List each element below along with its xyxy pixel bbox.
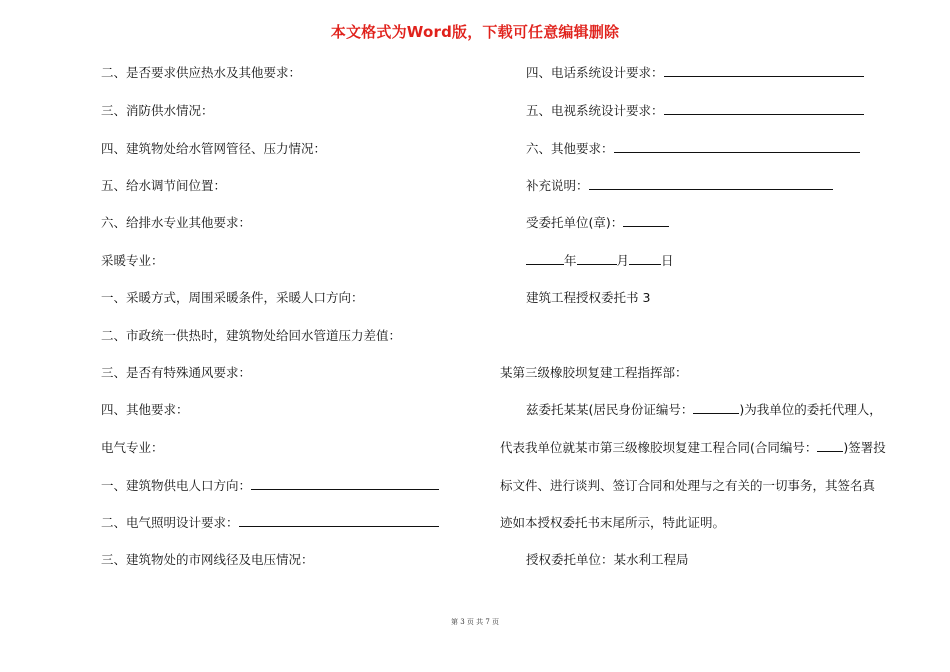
authorizing-unit-line: 授权委托单位：某水利工程局 bbox=[526, 552, 689, 567]
ventilation-line: 三、是否有特殊通风要求： bbox=[101, 365, 252, 380]
year-blank bbox=[526, 250, 564, 265]
month-label: 月 bbox=[616, 253, 630, 268]
water-regulation-line: 五、给水调节间位置： bbox=[101, 178, 227, 193]
lighting-design-blank bbox=[239, 512, 439, 527]
heating-method-line: 一、采暖方式，周围采暖条件，采暖人口方向： bbox=[101, 290, 364, 305]
body1-text-b: )为我单位的委托代理人， bbox=[739, 402, 882, 417]
body2-text-a: 代表我单位就某市第三级橡胶坝复建工程合同(合同编号： bbox=[500, 440, 818, 455]
heating-other-line: 四、其他要求： bbox=[101, 402, 189, 417]
year-label: 年 bbox=[564, 253, 577, 268]
electrical-other-line bbox=[526, 138, 860, 160]
fire-water-line: 三、消防供水情况： bbox=[101, 103, 214, 118]
month-blank bbox=[577, 250, 617, 265]
lighting-design-line bbox=[101, 512, 439, 534]
entrusted-unit-blank bbox=[623, 212, 669, 227]
body-paragraph-line-4: 迹如本授权委托书末尾所示，特此证明。 bbox=[500, 515, 726, 530]
body1-text-a: 兹委托某某(居民身份证编号： bbox=[526, 402, 694, 417]
water-hot-supply-line: 二、是否要求供应热水及其他要求： bbox=[101, 65, 302, 80]
tv-system-blank bbox=[664, 100, 864, 115]
body2-text-b: )签署投 bbox=[843, 440, 886, 455]
page-number-footer: 第 3 页 共 7 页 bbox=[450, 618, 500, 626]
supplement-line bbox=[526, 175, 833, 197]
phone-system-blank bbox=[664, 62, 864, 77]
entrusted-unit-line bbox=[526, 212, 669, 234]
id-number-blank bbox=[693, 399, 739, 414]
electrical-other-label: 六、其他要求： bbox=[526, 141, 614, 156]
body-paragraph-line-1 bbox=[526, 399, 882, 421]
power-entrance-line bbox=[101, 475, 439, 497]
day-label: 日 bbox=[661, 253, 674, 268]
electrical-section-heading: 电气专业： bbox=[101, 440, 164, 455]
water-pipe-line: 四、建筑物处给水管网管径、压力情况： bbox=[101, 141, 327, 156]
lighting-design-label: 二、电气照明设计要求： bbox=[101, 515, 239, 530]
heating-section-heading: 采暖专业： bbox=[101, 253, 164, 268]
authorization-letter-title: 建筑工程授权委托书 3 bbox=[526, 290, 651, 305]
date-line bbox=[526, 250, 674, 272]
tv-system-label: 五、电视系统设计要求： bbox=[526, 103, 664, 118]
power-entrance-label: 一、建筑物供电人口方向： bbox=[101, 478, 252, 493]
addressee-line: 某第三级橡胶坝复建工程指挥部： bbox=[500, 365, 688, 380]
phone-system-line bbox=[526, 62, 864, 84]
grid-voltage-line: 三、建筑物处的市网线径及电压情况： bbox=[101, 552, 314, 567]
phone-system-label: 四、电话系统设计要求： bbox=[526, 65, 664, 80]
heating-pressure-line: 二、市政统一供热时，建筑物处给回水管道压力差值： bbox=[101, 328, 402, 343]
day-blank bbox=[629, 250, 661, 265]
entrusted-unit-label: 受委托单位(章)： bbox=[526, 215, 624, 230]
power-entrance-blank bbox=[251, 475, 439, 490]
supplement-blank bbox=[589, 175, 833, 190]
tv-system-line bbox=[526, 100, 864, 122]
electrical-other-blank bbox=[614, 138, 860, 153]
body-paragraph-line-2 bbox=[500, 437, 886, 459]
format-notice-banner: 本文格式为Word版，下载可任意编辑删除 bbox=[330, 23, 620, 41]
supplement-label: 补充说明： bbox=[526, 178, 589, 193]
plumbing-other-line: 六、给排水专业其他要求： bbox=[101, 215, 252, 230]
contract-number-blank bbox=[817, 437, 843, 452]
body-paragraph-line-3: 标文件、进行谈判、签订合同和处理与之有关的一切事务，其签名真 bbox=[500, 478, 876, 493]
